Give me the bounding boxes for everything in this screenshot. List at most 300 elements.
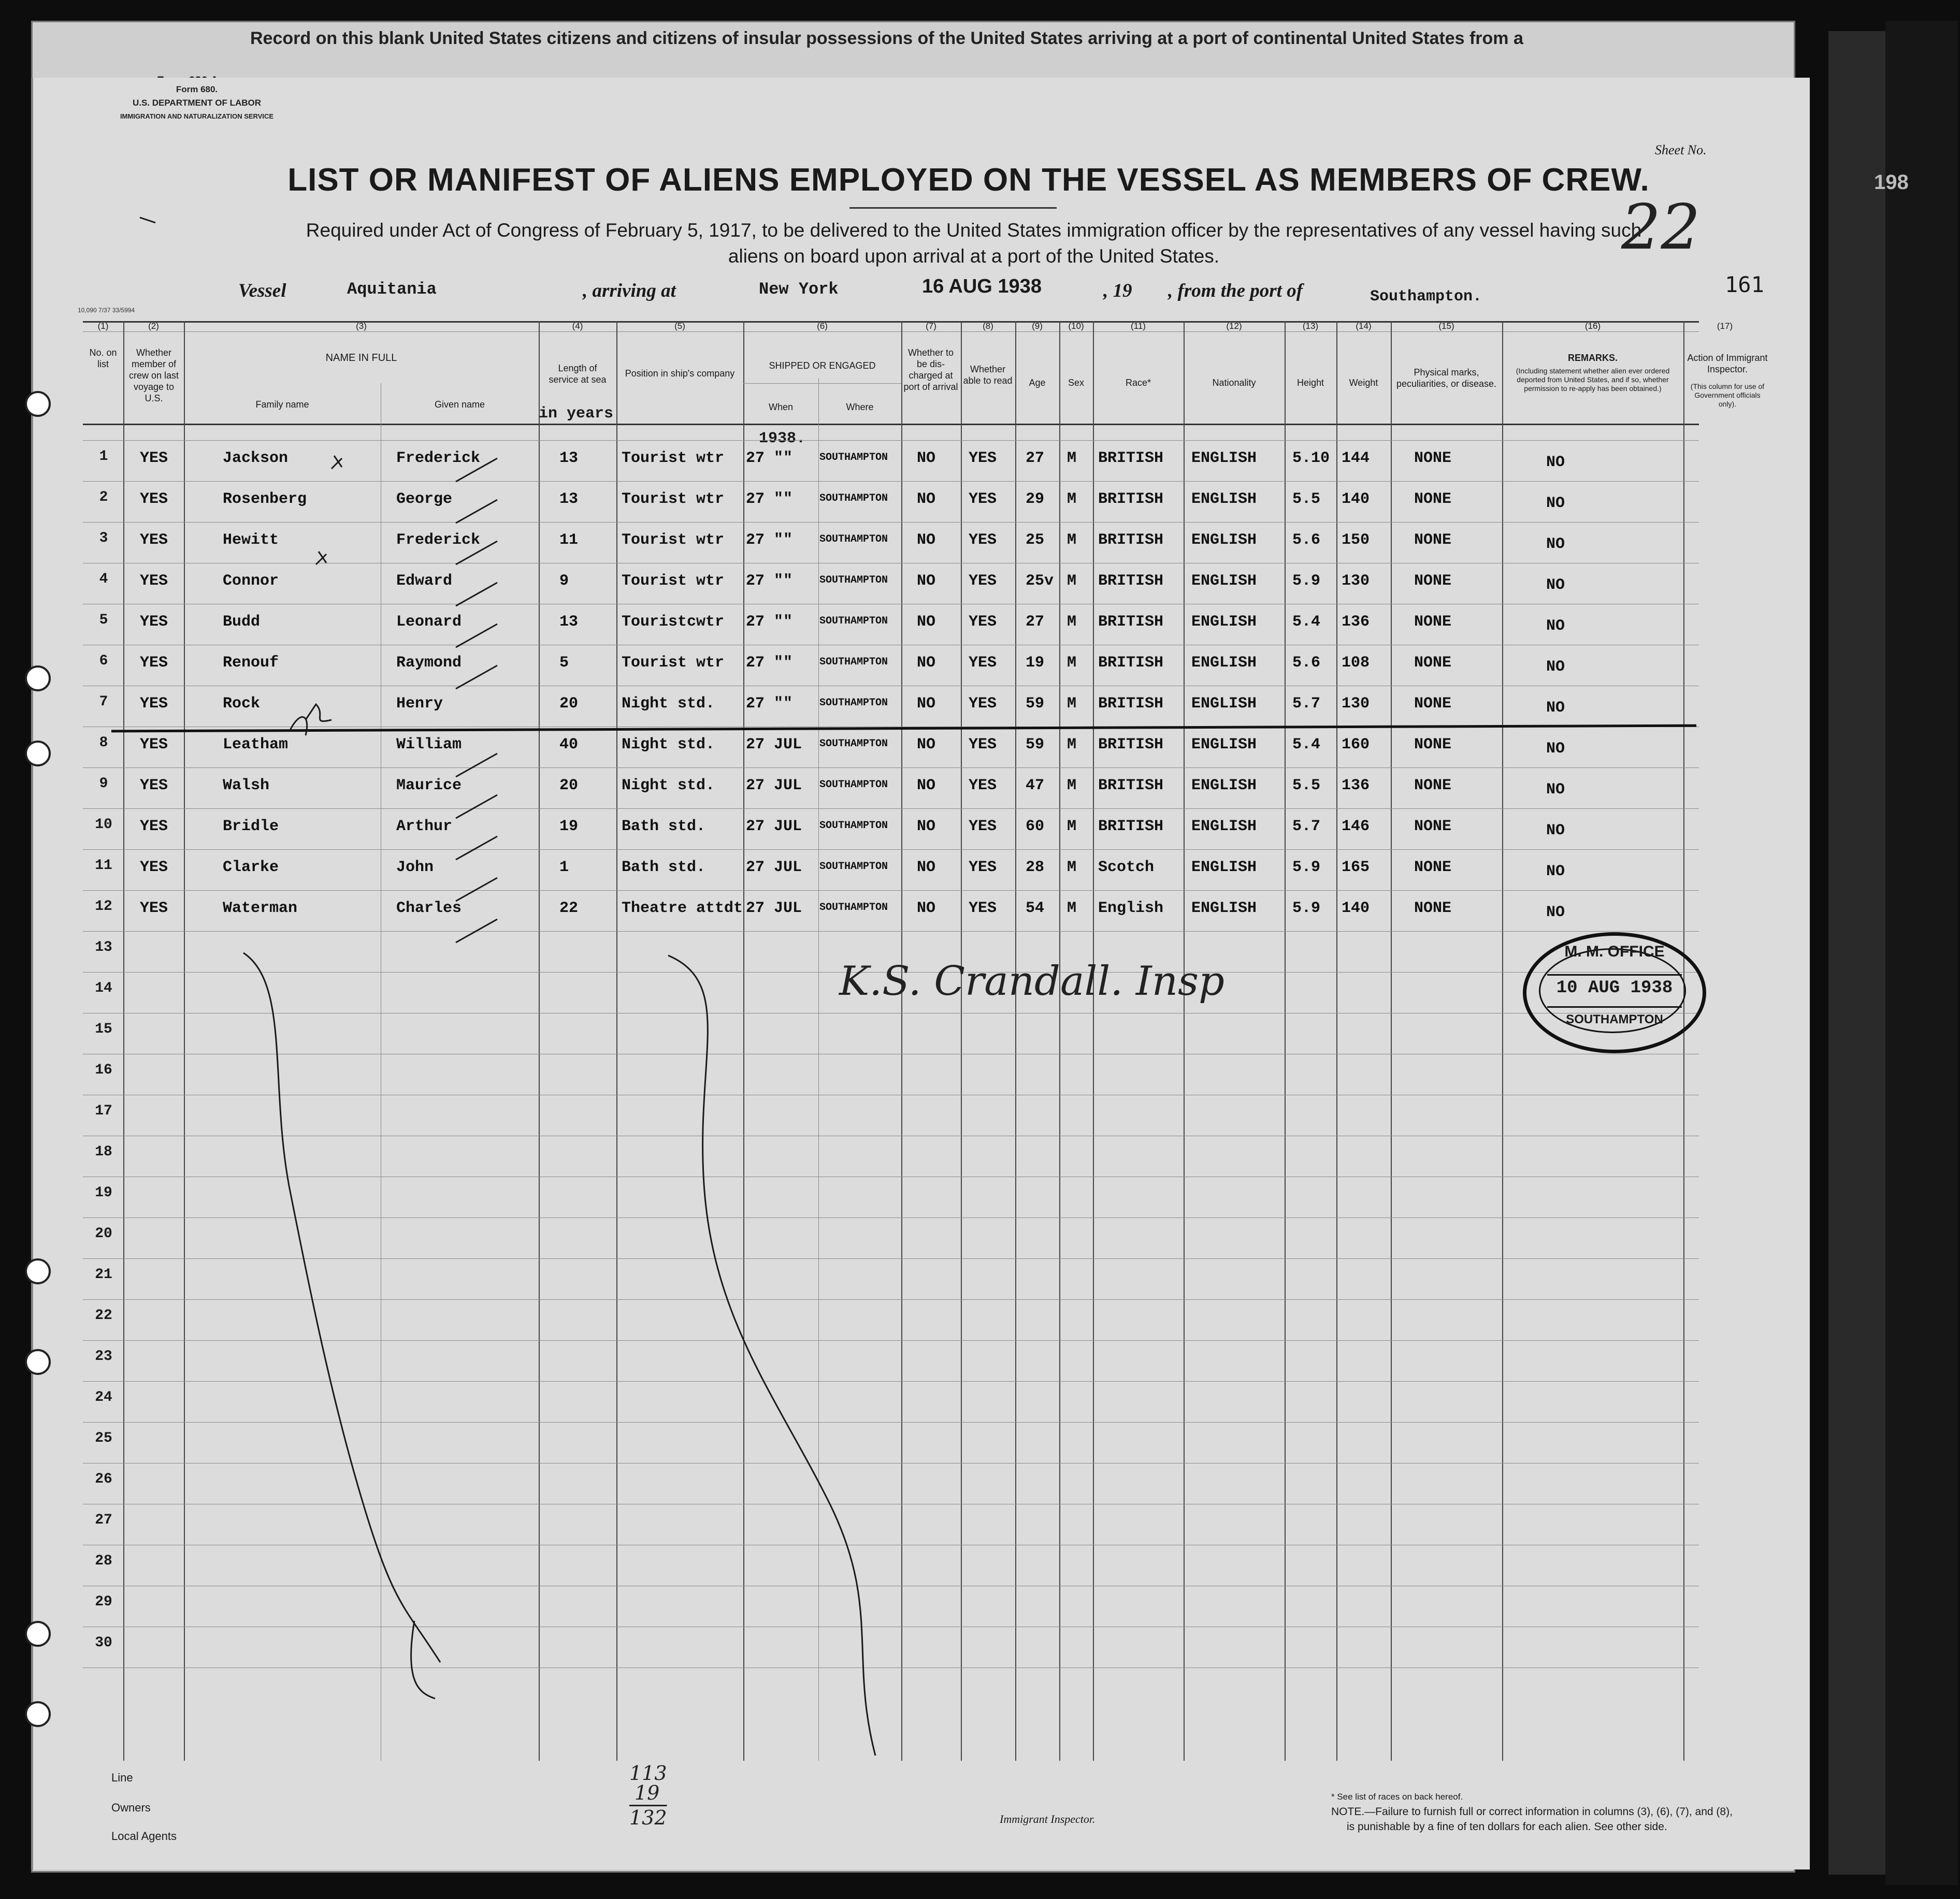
cell-weight: 130: [1342, 695, 1370, 713]
cell-read: YES: [969, 613, 997, 631]
cell-nationality: ENGLISH: [1191, 736, 1257, 753]
header-position: Position in ship's company: [625, 368, 735, 379]
cell-race: BRITISH: [1098, 572, 1164, 590]
header-family-name: Family name: [255, 399, 309, 410]
row-number: 16: [95, 1062, 112, 1078]
header-inspector-note: (This column for use of Government officials only).: [1690, 382, 1765, 408]
cell-read: YES: [969, 695, 997, 713]
row-number: 17: [95, 1103, 112, 1119]
cell-where: SOUTHAMPTON: [819, 492, 888, 504]
cell-given: Frederick: [396, 531, 481, 549]
cell-crew: YES: [140, 654, 168, 672]
cell-position: Tourist wtr: [622, 572, 725, 590]
cell-race: BRITISH: [1098, 777, 1164, 794]
col-number: (1): [97, 321, 109, 331]
cell-family: Bridle: [223, 818, 279, 835]
cell-crew: YES: [140, 900, 168, 917]
cell-where: SOUTHAMPTON: [819, 656, 888, 668]
header-crew-last-voyage: Whether member of crew on last voyage to U.S.: [128, 347, 179, 403]
cell-service: 11: [559, 531, 579, 549]
cell-height: 5.5: [1292, 777, 1321, 794]
cell-read: YES: [969, 736, 997, 753]
cell-read: YES: [969, 450, 997, 467]
stamp-office: M. M. OFFICE: [1564, 943, 1665, 960]
cell-discharged: NO: [917, 736, 936, 753]
cell-weight: 140: [1342, 490, 1370, 508]
cell-when: 27 "": [746, 450, 793, 467]
cell-when: 27 "": [746, 572, 793, 590]
form-number: Form 680.: [176, 84, 218, 94]
cell-when: 27 "": [746, 531, 793, 549]
cell-crew: YES: [140, 490, 168, 508]
cell-family: Budd: [223, 613, 261, 631]
cell-where: SOUTHAMPTON: [819, 615, 888, 627]
cell-where: SOUTHAMPTON: [819, 738, 888, 750]
cell-family: Rosenberg: [223, 490, 307, 508]
pen-stroke: [411, 1621, 435, 1699]
cell-crew: YES: [140, 572, 168, 590]
cell-marks: NONE: [1414, 654, 1452, 672]
departure-port: Southampton.: [1370, 288, 1482, 306]
cell-height: 5.9: [1292, 572, 1321, 590]
row-number: 26: [95, 1471, 112, 1487]
cell-where: SOUTHAMPTON: [819, 779, 888, 791]
header-name-in-full: NAME IN FULL: [325, 352, 397, 364]
header-discharged: Whether to be dis-charged at port of arrival: [903, 347, 958, 392]
row-number: 8: [99, 735, 108, 751]
race-note: * See list of races on back hereof.: [1331, 1792, 1463, 1802]
row-number: 22: [95, 1308, 112, 1324]
row-number: 30: [95, 1635, 112, 1651]
row-number: 19: [95, 1185, 112, 1201]
cell-discharged: NO: [917, 531, 936, 549]
cell-where: SOUTHAMPTON: [819, 533, 888, 545]
row-number: 18: [95, 1144, 112, 1160]
initials-mark: [290, 704, 332, 735]
footer-note: [1331, 1789, 1797, 1834]
row-number: 2: [99, 489, 108, 505]
cell-discharged: NO: [917, 818, 936, 835]
cell-family: Leatham: [223, 736, 289, 753]
cell-where: SOUTHAMPTON: [819, 861, 888, 873]
col-number: (16): [1584, 321, 1601, 331]
footer-owners-label: Owners: [111, 1801, 151, 1814]
cell-read: YES: [969, 490, 997, 508]
cell-position: Night std.: [622, 777, 715, 794]
cell-discharged: NO: [917, 695, 936, 713]
cell-age: 19: [1026, 654, 1045, 672]
cell-marks: NONE: [1414, 736, 1452, 753]
subtitle-line-2: aliens on board upon arrival at a port of the United States.: [728, 245, 1220, 267]
header-remarks: REMARKS.: [1567, 353, 1618, 363]
col-number: (5): [674, 321, 685, 331]
cell-crew: YES: [140, 736, 168, 753]
cell-position: Theatre attdt: [622, 900, 743, 917]
cell-weight: 150: [1342, 531, 1370, 549]
stamp-rule: [1547, 1006, 1682, 1008]
cell-given: Edward: [396, 572, 453, 590]
row-number: 5: [99, 612, 108, 628]
row-number: 29: [95, 1594, 112, 1610]
cell-crew: YES: [140, 777, 168, 794]
cell-discharged: NO: [917, 450, 936, 467]
tick-stroke: [456, 541, 497, 564]
cell-age: 29: [1026, 490, 1045, 508]
cell-crew: YES: [140, 613, 168, 631]
cell-given: Frederick: [396, 450, 481, 467]
cell-sex: M: [1067, 777, 1077, 794]
cell-sex: M: [1067, 531, 1077, 549]
cell-where: SOUTHAMPTON: [819, 574, 888, 586]
sheet-count: 161: [1725, 272, 1764, 297]
header-remarks-note: (Including statement whether alien ever ordered deported from United States, and if so, whether permission to re-apply has been obtained.): [1516, 367, 1670, 393]
cell-position: Bath std.: [622, 859, 706, 876]
cell-read: YES: [969, 777, 997, 794]
cell-given: William: [396, 736, 462, 753]
header-inspector-action: Action of Immigrant Inspector.: [1687, 353, 1768, 374]
cell-weight: 146: [1342, 818, 1370, 835]
cell-nationality: ENGLISH: [1191, 777, 1257, 794]
col-number: (15): [1438, 321, 1454, 331]
cell-position: Touristcwtr: [622, 613, 725, 631]
row-number: 6: [99, 653, 108, 669]
cell-family: Waterman: [223, 900, 298, 917]
cell-nationality: ENGLISH: [1191, 818, 1257, 835]
row-number: 4: [99, 571, 108, 587]
cell-age: 27: [1026, 450, 1045, 467]
tick-stroke: [456, 878, 497, 901]
cell-service: 40: [559, 736, 579, 753]
header-given-name: Given name: [434, 399, 485, 410]
row-number: 24: [95, 1389, 112, 1405]
cell-marks: NONE: [1414, 818, 1452, 835]
cell-marks: NONE: [1414, 859, 1452, 876]
cell-discharged: NO: [917, 654, 936, 672]
tick-stroke: [456, 458, 497, 482]
cell-sex: M: [1067, 695, 1077, 713]
cell-discharged: NO: [917, 777, 936, 794]
cell-weight: 140: [1342, 900, 1370, 917]
cell-age: 59: [1026, 736, 1045, 753]
sheet-number-label: Sheet No.: [1655, 142, 1707, 157]
record-instruction-text: Record on this blank United States citizens and citizens of insular possessions of the United States arriving at a port of continental United States from a: [250, 28, 1523, 48]
cell-marks: NONE: [1414, 613, 1452, 631]
cell-marks: NONE: [1414, 490, 1452, 508]
cell-read: YES: [969, 859, 997, 876]
cell-crew: YES: [140, 695, 168, 713]
cell-height: 5.7: [1292, 818, 1321, 835]
cell-read: YES: [969, 531, 997, 549]
cell-given: Henry: [396, 695, 443, 713]
tick-stroke: [456, 919, 497, 943]
cell-discharged: NO: [917, 859, 936, 876]
cell-when: 27 JUL: [746, 777, 802, 794]
cell-when: 27 JUL: [746, 859, 802, 876]
row-number: 12: [95, 898, 112, 915]
cell-family: Rock: [223, 695, 261, 713]
vessel-name: Aquitania: [347, 280, 437, 299]
cell-height: 5.9: [1292, 900, 1321, 917]
cell-nationality: ENGLISH: [1191, 695, 1257, 713]
col-number: (9): [1032, 321, 1043, 331]
cell-sex: M: [1067, 736, 1077, 753]
cell-weight: 130: [1342, 572, 1370, 590]
cell-service: 19: [559, 818, 579, 835]
cell-race: Scotch: [1098, 859, 1155, 876]
cell-race: BRITISH: [1098, 654, 1164, 672]
cell-family: Connor: [223, 572, 279, 590]
cell-when: 27 "": [746, 490, 793, 508]
immigrant-inspector-label: Immigrant Inspector.: [1000, 1813, 1096, 1825]
cell-race: BRITISH: [1098, 490, 1164, 508]
cell-race: BRITISH: [1098, 531, 1164, 549]
cell-remarks: NO: [1546, 740, 1565, 758]
cell-nationality: ENGLISH: [1191, 450, 1257, 467]
col-number: (10): [1068, 321, 1084, 331]
cell-discharged: NO: [917, 490, 936, 508]
col-number: (7): [926, 321, 936, 331]
col-number: (11): [1131, 321, 1146, 331]
cell-given: Raymond: [396, 654, 462, 672]
cell-weight: 144: [1342, 450, 1370, 467]
cell-sex: M: [1067, 859, 1077, 876]
cell-marks: NONE: [1414, 695, 1452, 713]
cell-age: 28: [1026, 859, 1045, 876]
cell-height: 5.7: [1292, 695, 1321, 713]
row-number: 23: [95, 1349, 112, 1365]
handwritten-sheet-number: 22: [1621, 192, 1700, 264]
cell-remarks: NO: [1546, 904, 1565, 921]
year-note: 1938.: [759, 430, 806, 447]
cell-position: Night std.: [622, 736, 715, 753]
cell-when: 27 "": [746, 613, 793, 631]
cell-where: SOUTHAMPTON: [819, 902, 888, 914]
pen-stroke: [140, 218, 155, 223]
department-name: U.S. DEPARTMENT OF LABOR: [132, 98, 262, 108]
edge-number: 198: [1874, 171, 1909, 194]
col-number: (3): [356, 321, 367, 331]
cell-weight: 136: [1342, 613, 1370, 631]
cell-position: Tourist wtr: [622, 654, 725, 672]
cell-remarks: NO: [1546, 535, 1565, 553]
cell-service: 5: [559, 654, 569, 672]
penalty-note: NOTE.—Failure to furnish full or correct information in columns (3), (6), (7), and (8),: [1331, 1806, 1733, 1818]
mm-office-stamp: [1523, 932, 1706, 1053]
cell-nationality: ENGLISH: [1191, 654, 1257, 672]
tick-stroke: [456, 500, 497, 523]
cell-where: SOUTHAMPTON: [819, 820, 888, 832]
cell-nationality: ENGLISH: [1191, 859, 1257, 876]
col-number: (12): [1226, 321, 1242, 331]
cell-read: YES: [969, 654, 997, 672]
header-race: Race*: [1125, 378, 1151, 388]
tally-number: 113: [629, 1762, 667, 1785]
cell-crew: YES: [140, 531, 168, 549]
col-number: (2): [148, 321, 159, 331]
row-number: 9: [99, 776, 108, 792]
cell-remarks: NO: [1546, 576, 1565, 594]
stamp-date: 10 AUG 1938: [1556, 978, 1673, 998]
cell-sex: M: [1067, 900, 1077, 917]
cell-crew: YES: [140, 450, 168, 467]
cell-position: Night std.: [622, 695, 715, 713]
cell-service: 1: [559, 859, 569, 876]
row-number: 27: [95, 1512, 112, 1528]
row-number: 10: [95, 817, 112, 833]
cell-remarks: NO: [1546, 495, 1565, 512]
cell-sex: M: [1067, 818, 1077, 835]
cell-when: 27 "": [746, 695, 793, 713]
cell-race: BRITISH: [1098, 450, 1164, 467]
check-mark: [332, 456, 342, 469]
header-no-on-list: No. on list: [89, 347, 117, 369]
cell-service: 20: [559, 777, 579, 794]
cell-service: 22: [559, 900, 579, 917]
cell-given: John: [396, 859, 434, 876]
cell-given: Leonard: [396, 613, 462, 631]
tally-number: 19: [635, 1781, 660, 1804]
cell-age: 27: [1026, 613, 1045, 631]
cell-height: 5.10: [1292, 450, 1330, 467]
col-number: (4): [572, 321, 583, 331]
cell-service: 9: [559, 572, 569, 590]
header-weight: Weight: [1349, 378, 1378, 388]
cell-height: 5.5: [1292, 490, 1321, 508]
row-number: 28: [95, 1553, 112, 1569]
cell-position: Tourist wtr: [622, 531, 725, 549]
cell-read: YES: [969, 818, 997, 835]
arrival-port: New York: [759, 280, 839, 299]
cell-where: SOUTHAMPTON: [819, 697, 888, 709]
cell-race: BRITISH: [1098, 818, 1164, 835]
vertical-ditto-stroke: [668, 955, 875, 1756]
row-number: 7: [99, 694, 108, 710]
subtitle-line-1: Required under Act of Congress of February 5, 1917, to be delivered to the United States immigration officer by the representatives of any vessel having such: [306, 220, 1642, 241]
arriving-label: , arriving at: [583, 280, 676, 301]
header-when: When: [768, 402, 794, 412]
cell-given: Arthur: [396, 818, 453, 835]
arrival-date-stamp: 16 AUG 1938: [922, 276, 1042, 297]
cell-age: 25: [1026, 531, 1045, 549]
cell-given: George: [396, 490, 453, 508]
cell-family: Jackson: [223, 450, 289, 467]
cell-where: SOUTHAMPTON: [819, 452, 888, 463]
cell-marks: NONE: [1414, 572, 1452, 590]
row-number: 15: [95, 1021, 112, 1037]
cell-when: 27 JUL: [746, 736, 802, 753]
tick-stroke: [456, 795, 497, 818]
cell-service: 13: [559, 613, 579, 631]
cell-service: 13: [559, 490, 579, 508]
cell-discharged: NO: [917, 900, 936, 917]
tick-stroke: [456, 624, 497, 647]
row-number: 11: [95, 858, 112, 874]
cell-remarks: NO: [1546, 781, 1565, 799]
cell-marks: NONE: [1414, 777, 1452, 794]
cell-remarks: NO: [1546, 617, 1565, 635]
cell-marks: NONE: [1414, 450, 1452, 467]
service-name: IMMIGRATION AND NATURALIZATION SERVICE: [120, 112, 274, 120]
cell-age: 60: [1026, 818, 1045, 835]
cell-position: Tourist wtr: [622, 490, 725, 508]
footer-line-label: Line: [111, 1771, 133, 1784]
footer-local-agents-label: Local Agents: [111, 1830, 177, 1843]
cell-when: 27 JUL: [746, 818, 802, 835]
row-number: 20: [95, 1226, 112, 1242]
cell-discharged: NO: [917, 572, 936, 590]
cell-weight: 108: [1342, 654, 1370, 672]
tick-stroke: [456, 753, 497, 777]
tally-total: 132: [629, 1806, 667, 1829]
cell-remarks: NO: [1546, 863, 1565, 880]
cell-age: 25v: [1026, 572, 1054, 590]
cell-nationality: ENGLISH: [1191, 900, 1257, 917]
cell-sex: M: [1067, 572, 1077, 590]
tick-stroke: [456, 836, 497, 860]
col-number: (13): [1302, 321, 1319, 331]
cell-crew: YES: [140, 818, 168, 835]
cell-race: BRITISH: [1098, 695, 1164, 713]
print-code: 10,090 7/37 33/5994: [78, 307, 135, 314]
cell-height: 5.9: [1292, 859, 1321, 876]
cell-race: BRITISH: [1098, 613, 1164, 631]
cell-when: 27 JUL: [746, 900, 802, 917]
cell-sex: M: [1067, 450, 1077, 467]
row-number: 21: [95, 1267, 112, 1283]
cell-read: YES: [969, 900, 997, 917]
header-physical-marks: Physical marks, peculiarities, or disease.: [1396, 367, 1497, 389]
header-where: Where: [846, 402, 874, 412]
cell-discharged: NO: [917, 613, 936, 631]
year-label: , 19: [1103, 280, 1132, 301]
cell-remarks: NO: [1546, 454, 1565, 471]
cell-age: 54: [1026, 900, 1045, 917]
cell-remarks: NO: [1546, 699, 1565, 717]
row-number: 1: [99, 448, 108, 465]
from-port-label: , from the port of: [1168, 280, 1303, 301]
header-sex: Sex: [1068, 378, 1085, 388]
row-number: 3: [99, 530, 108, 546]
cell-sex: M: [1067, 490, 1077, 508]
cell-crew: YES: [140, 859, 168, 876]
cell-service: 20: [559, 695, 579, 713]
cell-age: 47: [1026, 777, 1045, 794]
header-age: Age: [1029, 378, 1046, 388]
cell-remarks: NO: [1546, 822, 1565, 839]
cell-family: Clarke: [223, 859, 279, 876]
cell-given: Charles: [396, 900, 462, 917]
cell-marks: NONE: [1414, 531, 1452, 549]
vertical-ditto-stroke: [243, 953, 440, 1662]
row-number: 25: [95, 1430, 112, 1446]
header-height: Height: [1296, 378, 1324, 388]
cell-weight: 160: [1342, 736, 1370, 753]
cell-weight: 136: [1342, 777, 1370, 794]
cell-nationality: ENGLISH: [1191, 613, 1257, 631]
check-mark: [316, 552, 326, 564]
cell-family: Hewitt: [223, 531, 279, 549]
cell-when: 27 "": [746, 654, 793, 672]
cell-race: BRITISH: [1098, 736, 1164, 753]
stamp-location: SOUTHAMPTON: [1566, 1012, 1663, 1026]
cell-family: Walsh: [223, 777, 270, 794]
cell-height: 5.4: [1292, 613, 1321, 631]
cell-service: 13: [559, 450, 579, 467]
tick-stroke: [456, 583, 497, 606]
cell-read: YES: [969, 572, 997, 590]
cell-sex: M: [1067, 654, 1077, 672]
stamp-rule: [1547, 974, 1682, 976]
